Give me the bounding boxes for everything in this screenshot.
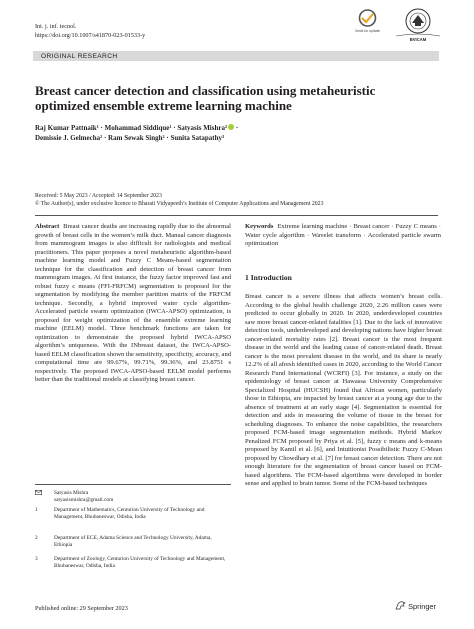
keywords-label: Keywords <box>245 223 274 230</box>
footnote-divider <box>35 484 231 485</box>
springer-horse-icon <box>395 601 406 610</box>
correspondence-name: Satyasis Mishra <box>54 490 89 496</box>
paper-title <box>35 83 435 113</box>
affiliation-text: Department of Zoology, Centurion University of Technology and Management, Bhubaneswar, Odisha, India <box>54 556 226 569</box>
journal-name: Int. j. inf. tecnol. <box>35 23 77 30</box>
affiliation-number: 1 <box>35 507 38 513</box>
authors-line1-tail: · <box>234 124 239 132</box>
header-divider <box>35 215 438 216</box>
springer-logo <box>395 601 436 611</box>
received-accepted-dates: Received: 5 May 2023 / Accepted: 14 September 2023 <box>35 193 162 199</box>
envelope-icon <box>35 490 42 498</box>
copyright-line: © The Author(s), under exclusive licence to Bharati Vidyapeeth’s Institute of Computer Applications and Management 2023 <box>35 200 324 207</box>
article-dates <box>35 193 445 208</box>
affiliation-number: 2 <box>35 535 38 541</box>
paper-title-line1: Breast cancer detection and classification using metaheuristic <box>35 83 376 98</box>
affiliation-text: Department of ECE, Adama Science and Technology University, Adama, Ethiopia <box>54 535 212 548</box>
affiliation-text: Department of Mathematics, Centurion University of Technology and Management, Bhubaneswar, Odisha, India <box>54 507 205 520</box>
check-for-updates-icon[interactable] <box>355 8 380 36</box>
abstract-text: Breast cancer deaths are increasing rapidly due to the abnormal growth of breast cells in the women’s milk duct. Manual cancer diagnosis from mammogram images is also difficult for radiologists and medical practitioners. This paper proposes a novel metaheuristic algorithm-based machine learning model and Fuzzy C Means-based segmentation technique for the classification and detection of breast cancer from mammogram images. At first instance, the fuzzy factor improved fast and robust fuzzy c means (FFI-FRFCM) segmentation is proposed for the segmentation by modifying the member partition matrix of the FRFCM technique. Secondly, a hybrid improved water cycle algorithm-Accelerated particle swarm optimization (IWCA-APSO) optimization, is proposed for weight optimization of the ensemble extreme learning machine (EELM) model. Three benchmark functions are taken for optimization to demonstrate the proposed hybrid IWCA-APSO algorithm’s uniqueness. With the INbreast dataset, the IWCA-APSO-based EELM classification shown the sensitivity, specificity, accuracy, and computational time are 99.67%, 99.71%, 99.36%, and 23.8751 s respectively. The proposed IWCA-APSO-based EELM model performs better than the traditional models at classifying breast cancer. <box>35 223 232 383</box>
intro-paragraph: Breast cancer is a severe illness that affects women’s breast cells. According to the global health challenge 2020, 2.26 million cases were predicted to occur globally in 2020. In 2020, underdeveloped countries saw more breast cancer-related fatalities [1]. Due to the lack of innovative detection tools, underdeveloped and developing nations have higher breast cancer-related mortality rates [2]. Breast cancer is the most frequent disease in the world and the leading cause of cancer-related death. Breast cancer is the most prevalent disease in the world, and its share is nearly 12.2% of all afresh identified cases in 2020, according to the World Cancer Research Fund International (WCRFI) [3]. For instance, a study on the epidemiology of breast cancer at Hawassa University Comprehensive Specialized Hospital (HUCSH) found that African women, particularly those in Ethiopia, are impacted by breast cancer at a young age due to the absence of treatment at an early stage [4]. Segmentation is essential for detection and aids in measuring the volume of tissue in the breast for scheduling diagnoses. To enhance the noise capabilities, the researchers proposed FCM-based image segmentation methods. Hybrid Markov Penalized FCM proposed by Priya et al. [5], fuzzy c means and k-means proposed by Kamil et al. [6], and Intuitionist Possibilistic Fuzzy C-Mean proposed by Chowdhary et al. [7] for breast cancer detection. There are not enough literature for the segmentation of breast cancer based on FCM-based algorithms. The FCM-based algorithms were developed in border sense and applied to brain tumor. Some of the FCM-based techniques <box>245 293 442 487</box>
abstract-label: Abstract <box>35 223 60 230</box>
bvicam-logo-icon <box>393 6 443 44</box>
authors-line1: Raj Kumar Pattnaik¹ · Mohammad Siddique¹ · Satyasis Mishra² <box>35 124 228 132</box>
springer-label: Springer <box>408 602 436 611</box>
published-online: Published online: 29 September 2023 <box>35 605 128 612</box>
intro-heading: 1 Introduction <box>245 273 292 282</box>
affiliation-number: 3 <box>35 556 38 562</box>
abstract <box>35 223 231 385</box>
bvicam-label: BVICAM <box>409 37 427 42</box>
paper-title-line2: optimized ensemble extreme learning machine <box>35 98 292 113</box>
keywords <box>245 223 441 249</box>
authors-line2: Demissie J. Gelmecha² · Ram Sewak Singh² · Sunita Satapathy³ <box>35 133 225 142</box>
keywords-text: Extreme learning machine · Breast cancer · Fuzzy C means · Water cycle algorithm · Wavelet transform · Accelerated particle swarm optimization <box>245 223 441 247</box>
author-list <box>35 124 445 143</box>
intro-body <box>245 293 442 489</box>
correspondence-email[interactable]: satyasismishra@gmail.com <box>54 497 114 503</box>
check-for-updates-label: Check for updates <box>355 29 380 33</box>
section-badge: ORIGINAL RESEARCH <box>41 52 118 60</box>
doi-link[interactable]: https://doi.org/10.1007/s41870-023-01533-y <box>35 32 146 39</box>
